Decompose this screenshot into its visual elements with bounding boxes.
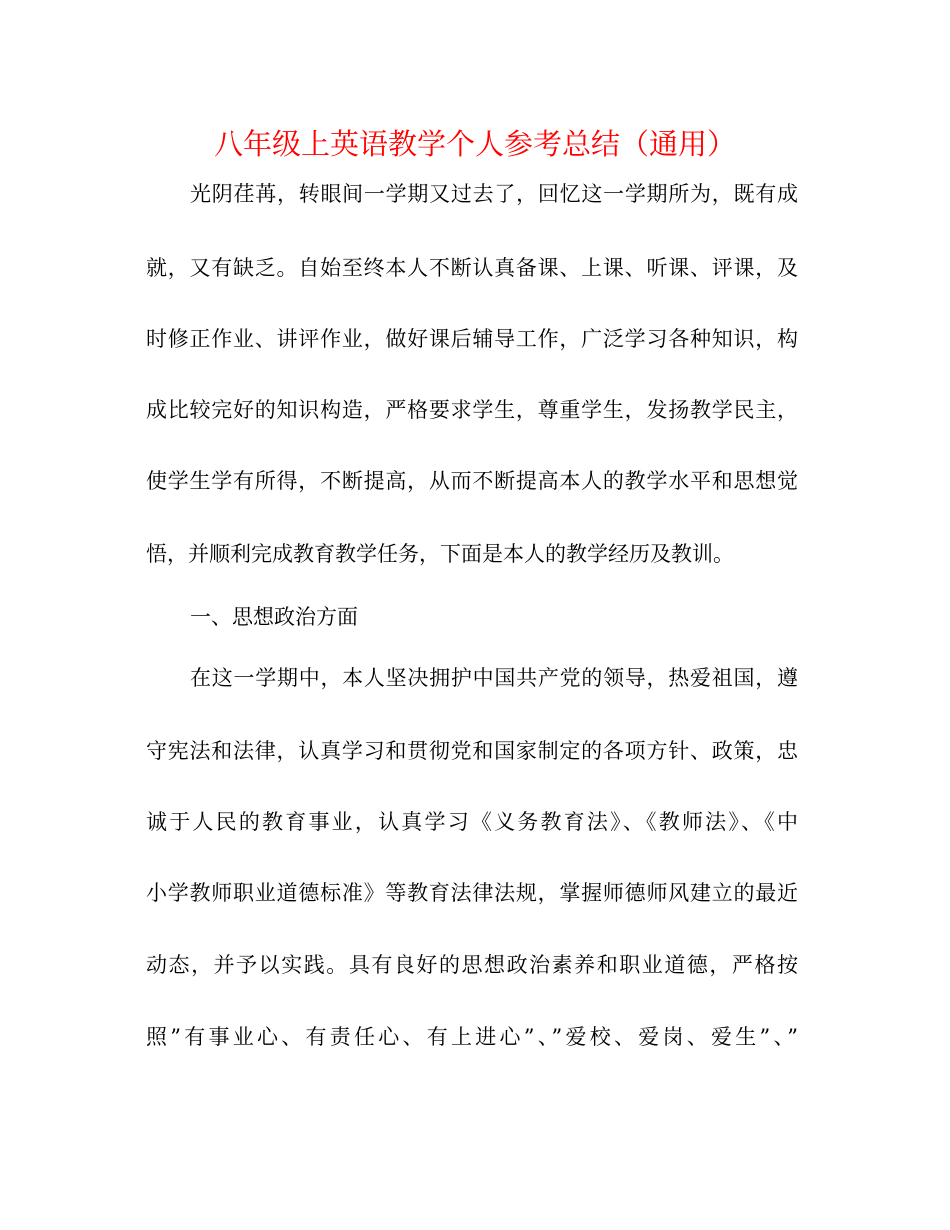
paragraph-line: 小学教师职业道德标准》等教育法律法规，掌握师德师风建立的最近 [146,881,798,905]
paragraph-line: 使学生学有所得，不断提高，从而不断提高本人的教学水平和思想觉 [146,469,798,493]
document-title: 八年级上英语教学个人参考总结（通用） [213,127,736,161]
paragraph-line: 守宪法和法律，认真学习和贯彻党和国家制定的各项方针、政策，忠 [146,739,798,763]
paragraph-line: 光阴荏苒，转眼间一学期又过去了，回忆这一学期所为，既有成 [190,182,798,206]
paragraph-line: 诚于人民的教育事业，认真学习《义务教育法》、《教师法》、《中 [146,810,798,834]
paragraph-line: 就，又有缺乏。自始至终本人不断认真备课、上课、听课、评课，及 [146,256,798,280]
paragraph-line: 时修正作业、讲评作业，做好课后辅导工作，广泛学习各种知识，构 [146,327,798,351]
paragraph-line: 悟，并顺利完成教育教学任务，下面是本人的教学经历及教训。 [146,542,734,566]
paragraph-line: 照”有事业心、有责任心、有上进心”、”爱校、爱岗、爱生”、” [146,1025,798,1049]
section-heading: 一、思想政治方面 [190,605,358,629]
paragraph-line: 动态，并予以实践。具有良好的思想政治素养和职业道德，严格按 [146,953,798,977]
paragraph-line: 在这一学期中，本人坚决拥护中国共产党的领导，热爱祖国，遵 [190,666,798,690]
paragraph-line: 成比较完好的知识构造，严格要求学生，尊重学生，发扬教学民主， [146,398,798,422]
